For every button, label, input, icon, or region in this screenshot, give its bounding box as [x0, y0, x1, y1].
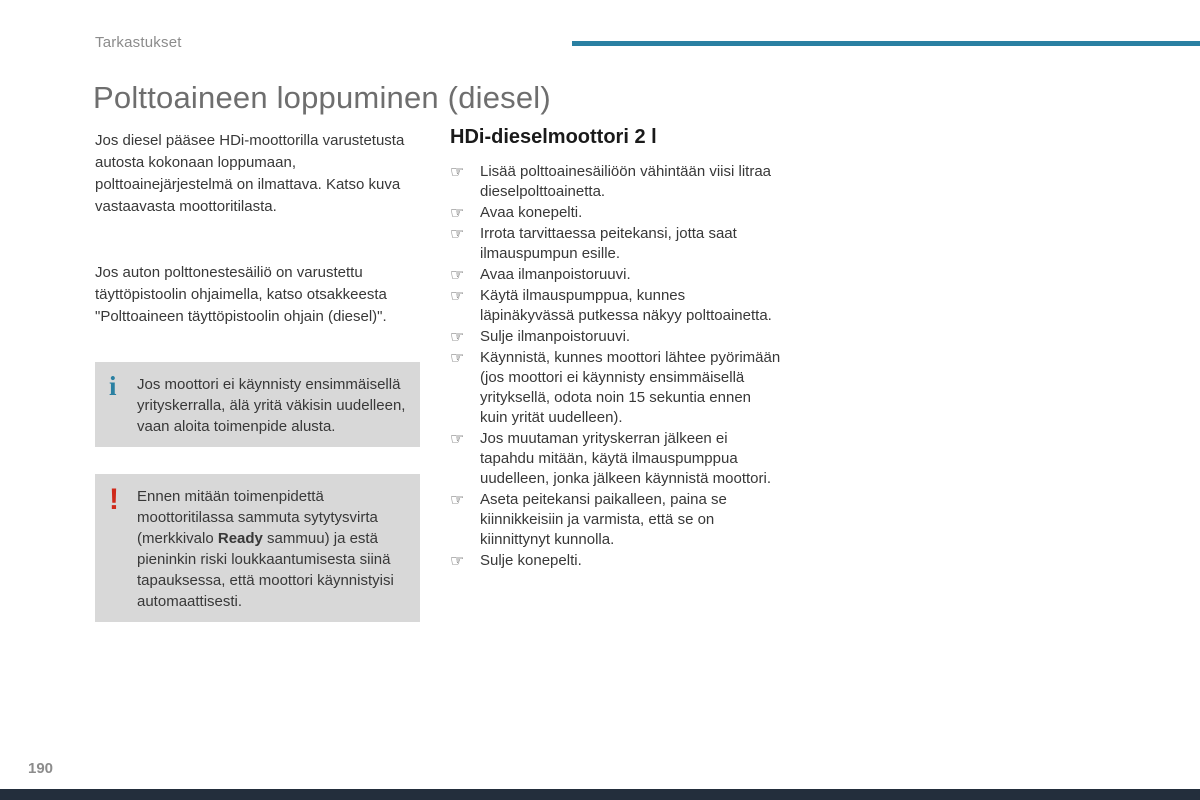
step-text: Lisää polttoainesäiliöön vähintään viisi litraa dieselpolttoainetta. — [480, 163, 772, 200]
step-item — [450, 551, 782, 571]
pointing-hand-icon: ☞ — [450, 490, 465, 509]
step-text: Jos muutaman yrityskerran jälkeen ei tapahdu mitään, käytä ilmauspumppua uudelleen, jonka jälkeen käynnistä moottori. — [480, 430, 772, 487]
step-text: Avaa ilmanpoistoruuvi. — [480, 266, 631, 283]
pointing-hand-icon: ☞ — [450, 348, 465, 367]
step-text: Sulje konepelti. — [480, 552, 582, 569]
step-item — [450, 265, 782, 285]
intro-paragraph: Jos diesel pääsee HDi-moottorilla varustetusta autosta kokonaan loppumaan, polttoainejärjestelmä on ilmattava. Katso kuva vastaavasta moottoritilasta. — [95, 132, 405, 215]
step-text: Sulje ilmanpoistoruuvi. — [480, 328, 631, 345]
step-item — [450, 286, 782, 326]
warning-box — [95, 474, 420, 622]
pointing-hand-icon: ☞ — [450, 265, 465, 284]
pointing-hand-icon: ☞ — [450, 327, 465, 346]
pointing-hand-icon: ☞ — [450, 224, 465, 243]
step-text: Irrota tarvittaessa peitekansi, jotta saat ilmauspumpun esille. — [480, 225, 737, 262]
step-item — [450, 203, 782, 223]
pointing-hand-icon: ☞ — [450, 162, 465, 181]
info-box — [95, 362, 420, 447]
warning-text-before: Ennen mitään toimenpidettä moottoritilassa sammuta sytytysvirta (merkkivalo — [137, 488, 378, 547]
warning-bold-word: Ready — [217, 530, 263, 547]
warning-icon — [107, 483, 135, 612]
step-item — [450, 490, 782, 550]
warning-icon-glyph: ! — [109, 483, 119, 516]
step-item — [450, 348, 782, 428]
page-title: Polttoaineen loppuminen (diesel) — [93, 80, 551, 115]
step-item — [450, 162, 782, 202]
warning-text-after: sammuu) ja estä pieninkin riski loukkaantumisesta siinä tapauksessa, että moottori käynnistyisi automaattisesti. — [137, 530, 394, 610]
footer-bar — [0, 789, 1200, 800]
section-heading: HDi-dieselmoottori 2 l — [450, 126, 657, 148]
warning-box-text — [135, 486, 410, 612]
header-accent-rule — [572, 41, 1200, 46]
pointing-hand-icon: ☞ — [450, 429, 465, 448]
step-item — [450, 327, 782, 347]
step-text: Käytä ilmauspumppua, kunnes läpinäkyvässä putkessa näkyy polttoainetta. — [480, 287, 772, 324]
info-icon — [107, 371, 135, 437]
page-number: 190 — [28, 760, 54, 777]
chapter-header: Tarkastukset — [95, 34, 182, 51]
steps-list — [450, 162, 782, 571]
info-box-text: Jos moottori ei käynnisty ensimmäisellä yrityskerralla, älä yritä väkisin uudelleen, vaan aloita toimenpide alusta. — [137, 376, 406, 435]
right-column — [450, 126, 782, 572]
step-item — [450, 429, 782, 489]
step-text: Aseta peitekansi paikalleen, paina se kiinnikkeisiin ja varmista, että se on kiinnittynyt kunnolla. — [480, 491, 727, 548]
pointing-hand-icon: ☞ — [450, 286, 465, 305]
info-icon-glyph: i — [109, 371, 117, 401]
pointing-hand-icon: ☞ — [450, 203, 465, 222]
step-text: Avaa konepelti. — [480, 204, 583, 221]
step-text: Käynnistä, kunnes moottori lähtee pyörimään (jos moottori ei käynnisty ensimmäisellä yrityksellä, odota noin 15 sekuntia ennen kuin yrität uudelleen). — [480, 349, 781, 426]
left-column — [95, 130, 425, 622]
step-item — [450, 224, 782, 264]
pointing-hand-icon: ☞ — [450, 551, 465, 570]
fuel-nozzle-paragraph: Jos auton polttonestesäiliö on varustettu täyttöpistoolin ohjaimella, katso otsakkeesta "Polttoaineen täyttöpistoolin ohjain (diesel)". — [95, 264, 387, 325]
